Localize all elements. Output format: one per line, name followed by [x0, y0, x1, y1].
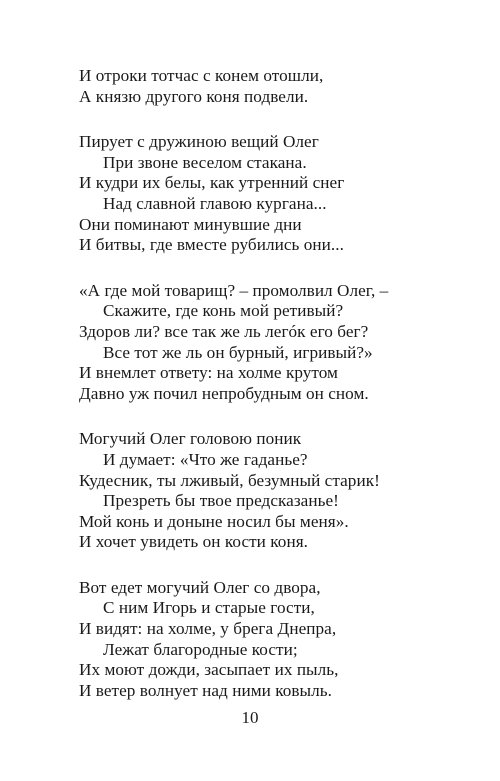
- poem-line: Здоров ли? все так же ль легóк его бег?: [79, 321, 369, 341]
- poem-line: Могучий Олег головою поник: [79, 429, 302, 449]
- poem-line: И кудри их белы, как утренний снег: [79, 173, 345, 193]
- stanza: [79, 281, 479, 405]
- poem-line: Их моют дожди, засыпает их пыль,: [79, 660, 339, 680]
- poem-line: И внемлет ответу: на холме крутом: [79, 363, 338, 383]
- poem-line: А князю другого коня подвели.: [79, 86, 309, 106]
- poem-line: Вот едет могучий Олег со двора,: [79, 577, 321, 597]
- poem-text: [79, 66, 479, 726]
- poem-line: Над славной главою кургана...: [103, 193, 327, 213]
- poem-line: Презреть бы твое предсказанье!: [103, 491, 339, 511]
- poem-line: И ветер волнует над ними ковыль.: [79, 680, 333, 700]
- poem-line: Пирует с дружиною вещий Олег: [79, 132, 319, 152]
- stanza: [79, 429, 479, 553]
- poem-line: Кудесник, ты лживый, безумный старик!: [79, 470, 380, 490]
- poem-line: При звоне веселом стакана.: [103, 152, 307, 172]
- poem-line: И видят: на холме, у брега Днепра,: [79, 619, 337, 639]
- poem-line: «А где мой товарищ? – промолвил Олег, –: [79, 280, 389, 300]
- stanza: [79, 132, 479, 256]
- poem-line: И битвы, где вместе рубились они...: [79, 235, 344, 255]
- poem-line: Все тот же ль он бурный, игривый?»: [103, 342, 373, 362]
- poem-line: И хочет увидеть он кости коня.: [79, 532, 308, 552]
- poem-line: Скажите, где конь мой ретивый?: [103, 301, 344, 321]
- poem-line: Лежат благородные кости;: [103, 639, 298, 659]
- stanza: [79, 66, 479, 107]
- stanza: [79, 578, 479, 702]
- poem-line: И отроки тотчас с конем отошли,: [79, 66, 324, 85]
- poem-line: Мой конь и доныне носил бы меня».: [79, 511, 349, 531]
- page-number: 10: [241, 708, 259, 727]
- poem-line: И думает: «Что же гаданье?: [103, 449, 308, 469]
- poem-line: С ним Игорь и старые гости,: [103, 598, 315, 618]
- poem-line: Они поминают минувшие дни: [79, 214, 302, 234]
- poem-line: Давно уж почил непробудным он сном.: [79, 383, 369, 403]
